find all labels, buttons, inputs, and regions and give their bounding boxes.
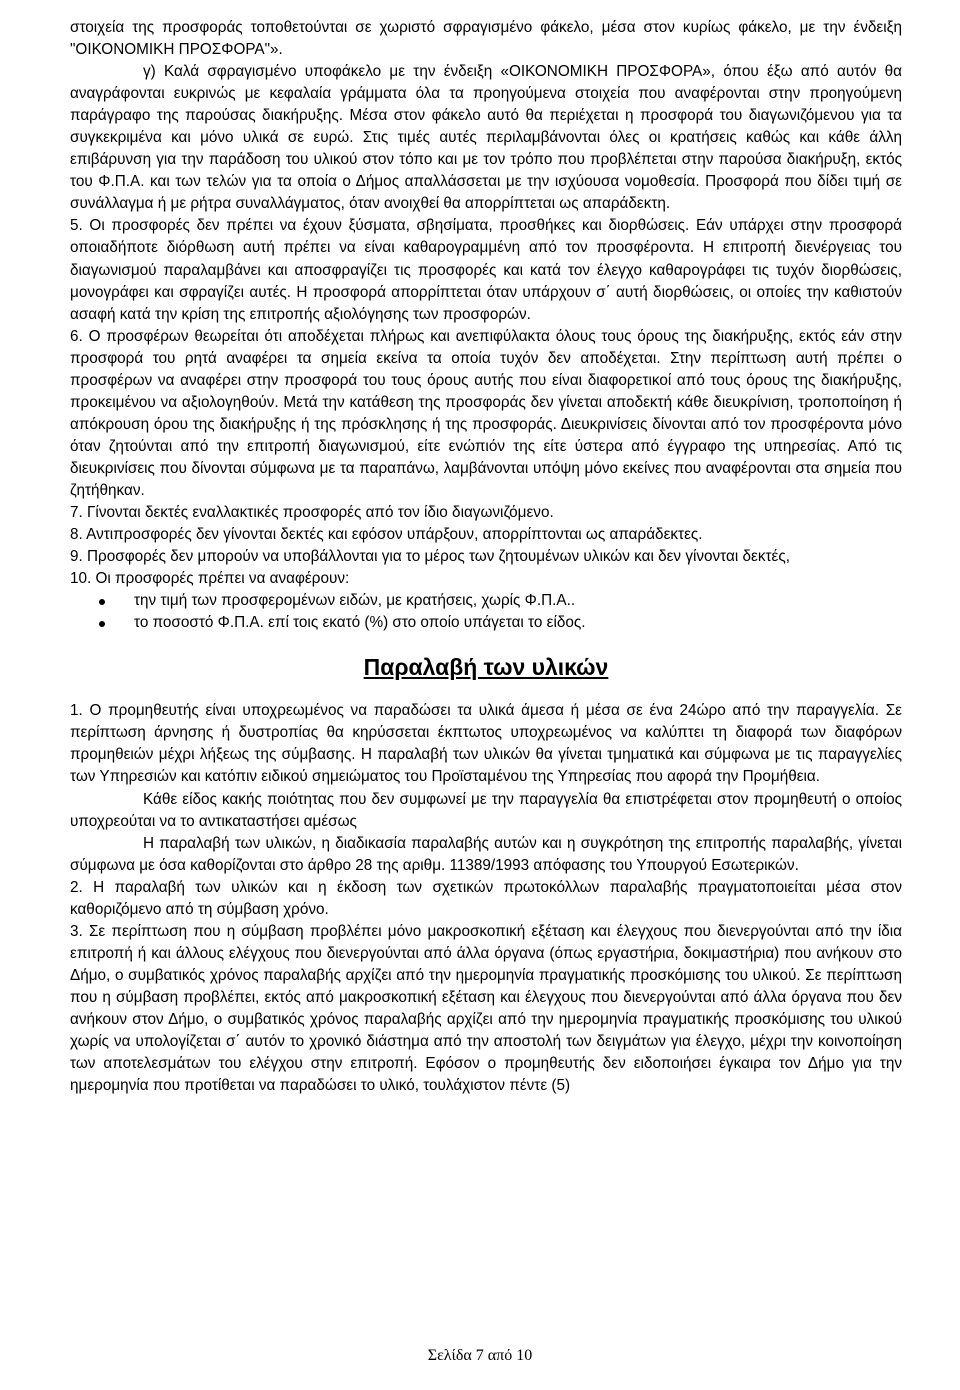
bullet-icon bbox=[99, 599, 105, 605]
paragraph-financial-offer: γ) Καλά σφραγισμένο υποφάκελο με την ένδειξη «ΟΙΚΟΝΟΜΙΚΗ ΠΡΟΣΦΟΡΑ», όπου έξω από αυτόν θα αναγράφονται ευκρινώς με κεφαλαία γράμματα όλα τα προηγούμενα στοιχεία που αναφέρονται στην προηγούμενη παράγραφο της παρούσας διακήρυξης. Μέσα στον φάκελο αυτό θα περιέχεται η προσφορά του διαγωνιζόμενου για τα συγκεκριμένα και μόνο υλικά σε ευρώ. Στις τιμές αυτές περιλαμβάνονται όλες οι κρατήσεις καθώς και κάθε άλλη επιβάρυνση για την παράδοση του υλικού στον τόπο και με τον τρόπο που προβλέπεται στην παρούσα διακήρυξη, εκτός του Φ.Π.Α. και των τελών για τα οποία ο Δήμος απαλλάσσεται με την ισχύουσα νομοθεσία. Προσφορά που δίδει τιμή σε συνάλλαγμα ή με ρήτρα συναλλάγματος, όταν ανοιχθεί θα απορρίπτεται ως απαράδεκτη. bbox=[70, 63, 902, 213]
paragraph-delivery-1: 1. Ο προμηθευτής είναι υποχρεωμένος να παραδώσει τα υλικά άμεσα ή μέσα σε ένα 24ώρο από την παραγγελία. Σε περίπτωση άρνησης ή δυστροπίας θα κηρύσσεται έκπτωτος υποχρεωμένος να καλύπτει τη διαφορά των διαφόρων προμηθειών μέχρι λήξεως της σύμβασης. Η παραλαβή των υλικών θα γίνεται τμηματικά και σύμφωνα με τις παραγγελίες των Υπηρεσιών και κατόπιν ειδικού σημειώματος του Προϊσταμένου της Υπηρεσίας που αφορά την Προμήθεια. bbox=[70, 702, 902, 786]
paragraph-sealed-envelope: στοιχεία της προσφοράς τοποθετούνται σε χωριστό σφραγισμένο φάκελο, μέσα στον κυρίως φάκελο, με την ένδειξη "ΟΙΚΟΝΟΜΙΚΗ ΠΡΟΣΦΟΡΑ"». bbox=[70, 19, 902, 59]
paragraph-delivery-3: 3. Σε περίπτωση που η σύμβαση προβλέπει μόνο μακροσκοπική εξέταση και έλεγχους που διενεργούνται από την ίδια επιτροπή ή και άλλους ελέγχους που διενεργούνται από άλλα όργανα (όπως εργαστήρια, δοκιμαστήρια) που ανήκουν στο Δήμο, ο συμβατικός χρόνος παραλαβής αρχίζει από την ημερομηνία πραγματικής προσκόμισης του υλικού. Σε περίπτωση που η σύμβαση προβλέπει, εκτός από μακροσκοπική εξέταση και έλεγχους που διενεργούνται από άλλα όργανα που δεν ανήκουν στον Δήμο, ο συμβατικός χρόνος παραλαβής αρχίζει από την ημερομηνία πραγματικής προσκόμισης του υλικού χωρίς να υπολογίζεται σ΄ αυτόν το χρονικό διάστημα από την αποστολή των δειγμάτων για έλεγχο, μέχρι την κοινοποίηση των αποτελεσμάτων του ελέγχου στην επιτροπή. Εφόσον ο προμηθευτής δεν ειδοποιήσει έγκαιρα τον Δήμο για την ημερομηνία που προτίθεται να παραδώσει το υλικό, τουλάχιστον πέντε (5) bbox=[70, 922, 902, 1095]
list-item-text: την τιμή των προσφερομένων ειδών, με κρατήσεις, χωρίς Φ.Π.Α.. bbox=[134, 592, 576, 610]
bullet-icon bbox=[99, 621, 105, 627]
paragraph-item-7: 7. Γίνονται δεκτές εναλλακτικές προσφορές από τον ίδιο διαγωνιζόμενο. bbox=[70, 504, 554, 522]
paragraph-item-5: 5. Οι προσφορές δεν πρέπει να έχουν ξύσματα, σβησίματα, προσθήκες και διορθώσεις. Εάν υπάρχει στην προσφορά οποιαδήποτε διόρθωση αυτή πρέπει να είναι καθαρογραμμένη από τον προσφέροντα. Η επιτροπή διενέργειας του διαγωνισμού παραλαμβάνει και αποσφραγίζει τις προσφορές και κατά τον έλεγχο καθαρογράφει τις τυχόν διορθώσεις, μονογράφει και σφραγίζει αυτές. Η προσφορά απορρίπτεται όταν υπάρχουν σ΄ αυτή διορθώσεις, οι οποίες την καθιστούν ασαφή κατά την κρίση της επιτροπής αξιολόγησης των προσφορών. bbox=[70, 217, 902, 323]
requirements-list bbox=[70, 590, 902, 634]
paragraph-item-6: 6. Ο προσφέρων θεωρείται ότι αποδέχεται πλήρως και ανεπιφύλακτα όλους τους όρους της διακήρυξης, εκτός εάν στην προσφορά του ρητά αναφέρει τα σημεία εκείνα τα οποία τυχόν δεν αποδέχεται. Στην περίπτωση αυτή πρέπει ο προσφέρων να αναφέρει στην προσφορά του τους όρους αυτής που είναι διαφορετικοί από τους όρους της διακήρυξης, προκειμένου να αξιολογηθούν. Μετά την κατάθεση της προσφοράς δεν γίνεται αποδεκτή κάθε διευκρίνιση, τροποποίηση ή απόκρουση όρου της διακήρυξης ή της πρόσκλησης ή της προσφοράς. Διευκρινίσεις δίνονται από τον προσφέροντα μόνο όταν ζητούνται από την επιτροπή διαγωνισμού, είτε ενώπιόν της είτε ύστερα από έγγραφο της υπηρεσίας. Από τις διευκρινίσεις που δίνονται σύμφωνα με τα παραπάνω, λαμβάνονται υπόψη μόνο εκείνες που αναφέρονται στα σημεία που ζητήθηκαν. bbox=[70, 327, 902, 499]
paragraph-item-9: 9. Προσφορές δεν μπορούν να υποβάλλονται για το μέρος των ζητουμένων υλικών και δεν γίνονται δεκτές, bbox=[70, 548, 790, 566]
section-heading: Παραλαβή των υλικών bbox=[363, 654, 609, 681]
paragraph-delivery-2: 2. Η παραλαβή των υλικών και η έκδοση των σχετικών πρωτοκόλλων παραλαβής πραγματοποιείται μέσα στον καθοριζόμενο από τη σύμβαση χρόνο. bbox=[70, 878, 902, 918]
paragraph-item-10: 10. Οι προσφορές πρέπει να αναφέρουν: bbox=[70, 570, 350, 588]
page-number: Σελίδα 7 από 10 bbox=[427, 1347, 533, 1364]
paragraph-quality-return: Κάθε είδος κακής ποιότητας που δεν συμφωνεί με την παραγγελία θα επιστρέφεται στον προμηθευτή ο οποίος υποχρεούται να το αντικαταστήσει αμέσως bbox=[70, 790, 902, 830]
list-item bbox=[70, 612, 902, 634]
paragraph-item-8: 8. Αντιπροσφορές δεν γίνονται δεκτές και εφόσον υπάρξουν, απορρίπτονται ως απαράδεκτες. bbox=[70, 526, 703, 544]
paragraph-receipt-committee: Η παραλαβή των υλικών, η διαδικασία παραλαβής αυτών και η συγκρότηση της επιτροπής παραλαβής, γίνεται σύμφωνα με όσα καθορίζονται στο άρθρο 28 της αριθμ. 11389/1993 απόφασης του Υπουργού Εσωτερικών. bbox=[70, 834, 902, 874]
document-page bbox=[70, 17, 902, 1097]
list-item-text: το ποσοστό Φ.Π.Α. επί τοις εκατό (%) στο οποίο υπάγεται το είδος. bbox=[134, 614, 586, 632]
list-item bbox=[70, 590, 902, 612]
